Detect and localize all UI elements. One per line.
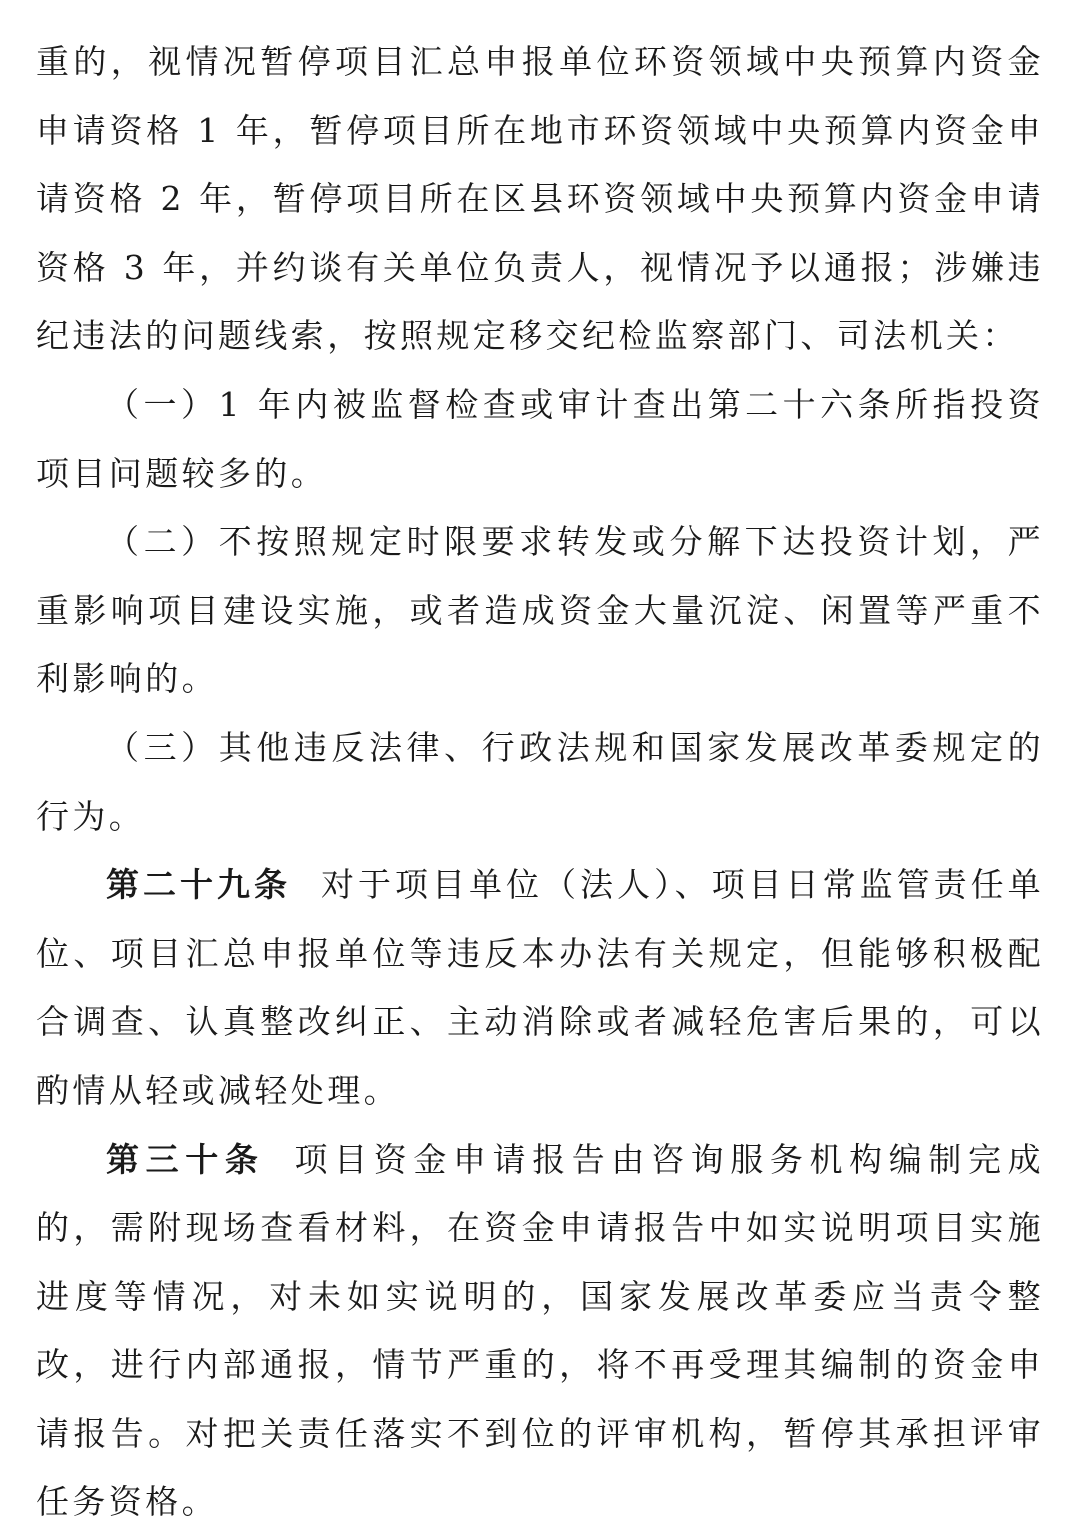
list-item-2: （二）不按照规定时限要求转发或分解下达投资计划，严重影响项目建设实施，或者造成资金大量沉淀、闲置等严重不利影响的。 bbox=[36, 508, 1044, 714]
paragraph-continuation: 重的，视情况暂停项目汇总申报单位环资领域中央预算内资金申请资格 1 年，暂停项目所在地市环资领域中央预算内资金申请资格 2 年，暂停项目所在区县环资领域中央预算内资金申请资格 3 年，并约谈有关单位负责人，视情况予以通报；涉嫌违纪违法的问题线索，按照规定移交纪检监察部门、司法机关： bbox=[36, 28, 1044, 371]
article-30 bbox=[36, 1126, 1044, 1537]
article-30-number: 第三十条 bbox=[106, 1140, 264, 1179]
list-item-1: （一）1 年内被监督检查或审计查出第二十六条所指投资项目问题较多的。 bbox=[36, 371, 1044, 508]
article-29 bbox=[36, 851, 1044, 1125]
list-item-3: （三）其他违反法律、行政法规和国家发展改革委规定的行为。 bbox=[36, 714, 1044, 851]
article-29-number: 第二十九条 bbox=[106, 865, 291, 904]
document-page bbox=[36, 28, 1044, 1537]
article-29-text: 对于项目单位（法人）、项目日常监管责任单位、项目汇总申报单位等违反本办法有关规定，但能够积极配合调查、认真整改纠正、主动消除或者减轻危害后果的，可以酌情从轻或减轻处理。 bbox=[36, 865, 1044, 1110]
article-30-text: 项目资金申请报告由咨询服务机构编制完成的，需附现场查看材料，在资金申请报告中如实说明项目实施进度等情况，对未如实说明的，国家发展改革委应当责令整改，进行内部通报，情节严重的，将不再受理其编制的资金申请报告。对把关责任落实不到位的评审机构，暂停其承担评审任务资格。 bbox=[36, 1140, 1044, 1522]
